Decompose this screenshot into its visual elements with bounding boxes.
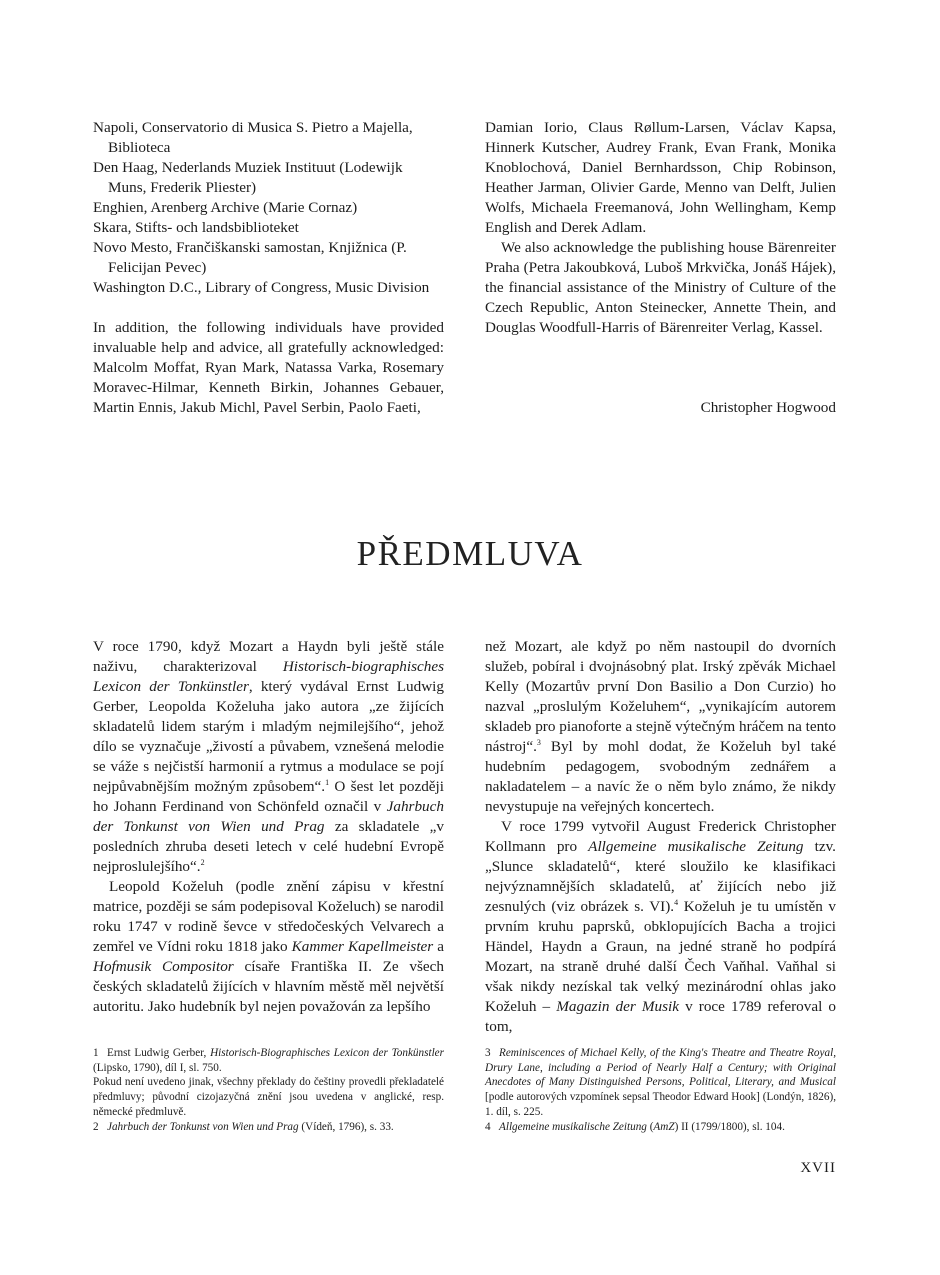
footnote: 3 Reminiscences of Michael Kelly, of the King's Theatre and Theatre Royal, Drury Lane, including a Period of Nearly Half a Century; with Original Anecdotes of Many Distinguished Persons, Political, Literary, and Musical [podle autorových vzpomínek sepsal Theodor Edward Hook] (Londýn, 1826), 1. díl, s. 225. <box>485 1047 836 1118</box>
library-entry: Enghien, Arenberg Archive (Marie Cornaz) <box>93 199 358 216</box>
body-paragraph-continuation: než Mozart, ale když po něm nastoupil do dvorních služeb, pobíral i dvojnásobný plat. Irský zpěvák Michael Kelly (Mozartův první Don Basilio a Don Curzio) ho nazval „proslulým Koželuhem“, „vynikajícím autorem skladeb pro pianoforte a stejně výtečným hráčem na tento nástroj“.$^3$ Byl by mohl dodat, že Koželuh byl také hudebním pedagogem, svobodným zednářem a nakladatelem – a navíc že o něm bylo známo, že nikdy nevystupuje na veřejných koncertech. <box>485 638 836 815</box>
footnote-ref: 2 <box>200 857 205 867</box>
footnotes-right <box>485 1046 836 1134</box>
footnote: 4 Allgemeine musikalische Zeitung (AmZ) II (1799/1800), sl. 104. <box>485 1120 785 1133</box>
library-entry: Novo Mesto, Frančiškanski samostan, Knjižnica (P. Felicijan Pevec) <box>93 239 407 276</box>
acknowledgement-names: Damian Iorio, Claus Røllum-Larsen, Václav Kapsa, Hinnerk Kutscher, Audrey Frank, Evan Frank, Monika Knoblochová, Daniel Bernhardsson, Chip Robinson, Heather Jarman, Olivier Garde, Menno van Delft, Julien Wolfs, Michaela Freemanová, John Wellingham, Kemp English and Derek Adlam. <box>485 119 836 236</box>
footnote-ref: 1 <box>325 777 330 787</box>
body-right-column <box>485 637 836 1037</box>
library-entry: Napoli, Conservatorio di Musica S. Pietro a Majella, Biblioteca <box>93 119 413 156</box>
acknowledgement-text: In addition, the following individuals have provided invaluable help and advice, all gratefully acknowledged: Malcolm Moffat, Ryan Mark, Natassa Varka, Rosemary Moravec-Hilmar, Kenneth Birkin, Johannes Gebauer, Martin Ennis, Jakub Michl, Pavel Serbin, Paolo Faeti, <box>93 319 444 416</box>
footnote: 2 Jahrbuch der Tonkunst von Wien und Prag (Vídeň, 1796), s. 33. <box>93 1120 394 1133</box>
footnote-ref: 3 <box>536 737 541 747</box>
library-entry: Washington D.C., Library of Congress, Music Division <box>93 279 430 296</box>
library-list <box>93 118 444 298</box>
footnotes-left <box>93 1046 444 1134</box>
footnote: 1 Ernst Ludwig Gerber, Historisch-Biographisches Lexicon der Tonkünstler (Lipsko, 1790), díl I, sl. 750. <box>93 1047 444 1074</box>
acknowledgement-paragraph <box>93 318 444 418</box>
signature: Christopher Hogwood <box>700 399 836 416</box>
body-paragraph: Leopold Koželuh (podle znění zápisu v křestní matrice, později se sám podepisoval Koželuch) se narodil roku 1747 v rodině ševce v středočeských Velvarech a zemřel ve Vídni roku 1818 jako Kammer Kapellmeister a Hofmusik Compositor císaře Františka II. Ze všech českých skladatelů žijících v hlavním městě měl největší autoritu. Jako hudebník byl nejen považován za lepšího <box>93 878 444 1015</box>
body-paragraph: V roce 1799 vytvořil August Frederick Christopher Kollmann pro Allgemeine musikalische Zeitung tzv. „Slunce skladatelů“, které sloužilo ke klasifikaci nejvýznamnějších skladatelů, ať žijících nebo již zesnulých (viz obrázek s. VI).$^4$ Koželuh je tu umístěn v prvním kruhu paprsků, obklopujících Bacha a trojici Händel, Haydn a Graun, na jedné straně ho podpírá Mozart, na straně druhé další Čech Vaňhal. Vaňhal si však nikdy nezískal tak velký mezinárodní ohlas jako Koželuh – Magazin der Musik v roce 1789 referoval o tom, <box>485 818 836 1035</box>
page-number: XVII <box>800 1160 836 1176</box>
publisher-acknowledgement: We also acknowledge the publishing house Bärenreiter Praha (Petra Jakoubková, Luboš Mrkvička, Jonáš Hájek), the financial assistance of the Ministry of Culture of the Czech Republic, Anton Steinecker, Annette Thein, and Douglas Woodfull-Harris of Bärenreiter Verlag, Kassel. <box>485 239 836 336</box>
body-left-column <box>93 637 444 1017</box>
section-title: PŘEDMLUVA <box>356 534 584 573</box>
footnote-ref: 4 <box>674 897 679 907</box>
library-entry: Den Haag, Nederlands Muziek Instituut (Lodewijk Muns, Frederik Pliester) <box>93 159 403 196</box>
library-entry: Skara, Stifts- och landsbiblioteket <box>93 219 299 236</box>
body-paragraph: V roce 1790, když Mozart a Haydn byli ještě stále naživu, charakterizoval Historisch-biographisches Lexicon der Tonkünstler, který vydával Ernst Ludwig Gerber, Leopolda Koželuha jako autora „ze žijících skladatelů lidem starým i mladým nejmilejšího“, jehož dílo se vyznačuje „živostí a půvabem, vznešená melodie se váže s nejčistší harmonií a rytmus a modulace se pojí nejpůvabnějším možným způsobem“.$^1$ O šest let později ho Johann Ferdinand von Schönfeld označil v Jahrbuch der Tonkunst von Wien und Prag za skladatele „v posledních zhruba deseti letech v celé hudební Evropě nejproslulejšího“.$^2$ <box>93 638 444 875</box>
footnote-note: Pokud není uvedeno jinak, všechny překlady do češtiny provedli překladatelé předmluvy; původní cizojazyčná znění jsou uvedena v anglické, resp. německé předmluvě. <box>93 1076 444 1118</box>
acknowledgement-continuation <box>485 118 836 338</box>
